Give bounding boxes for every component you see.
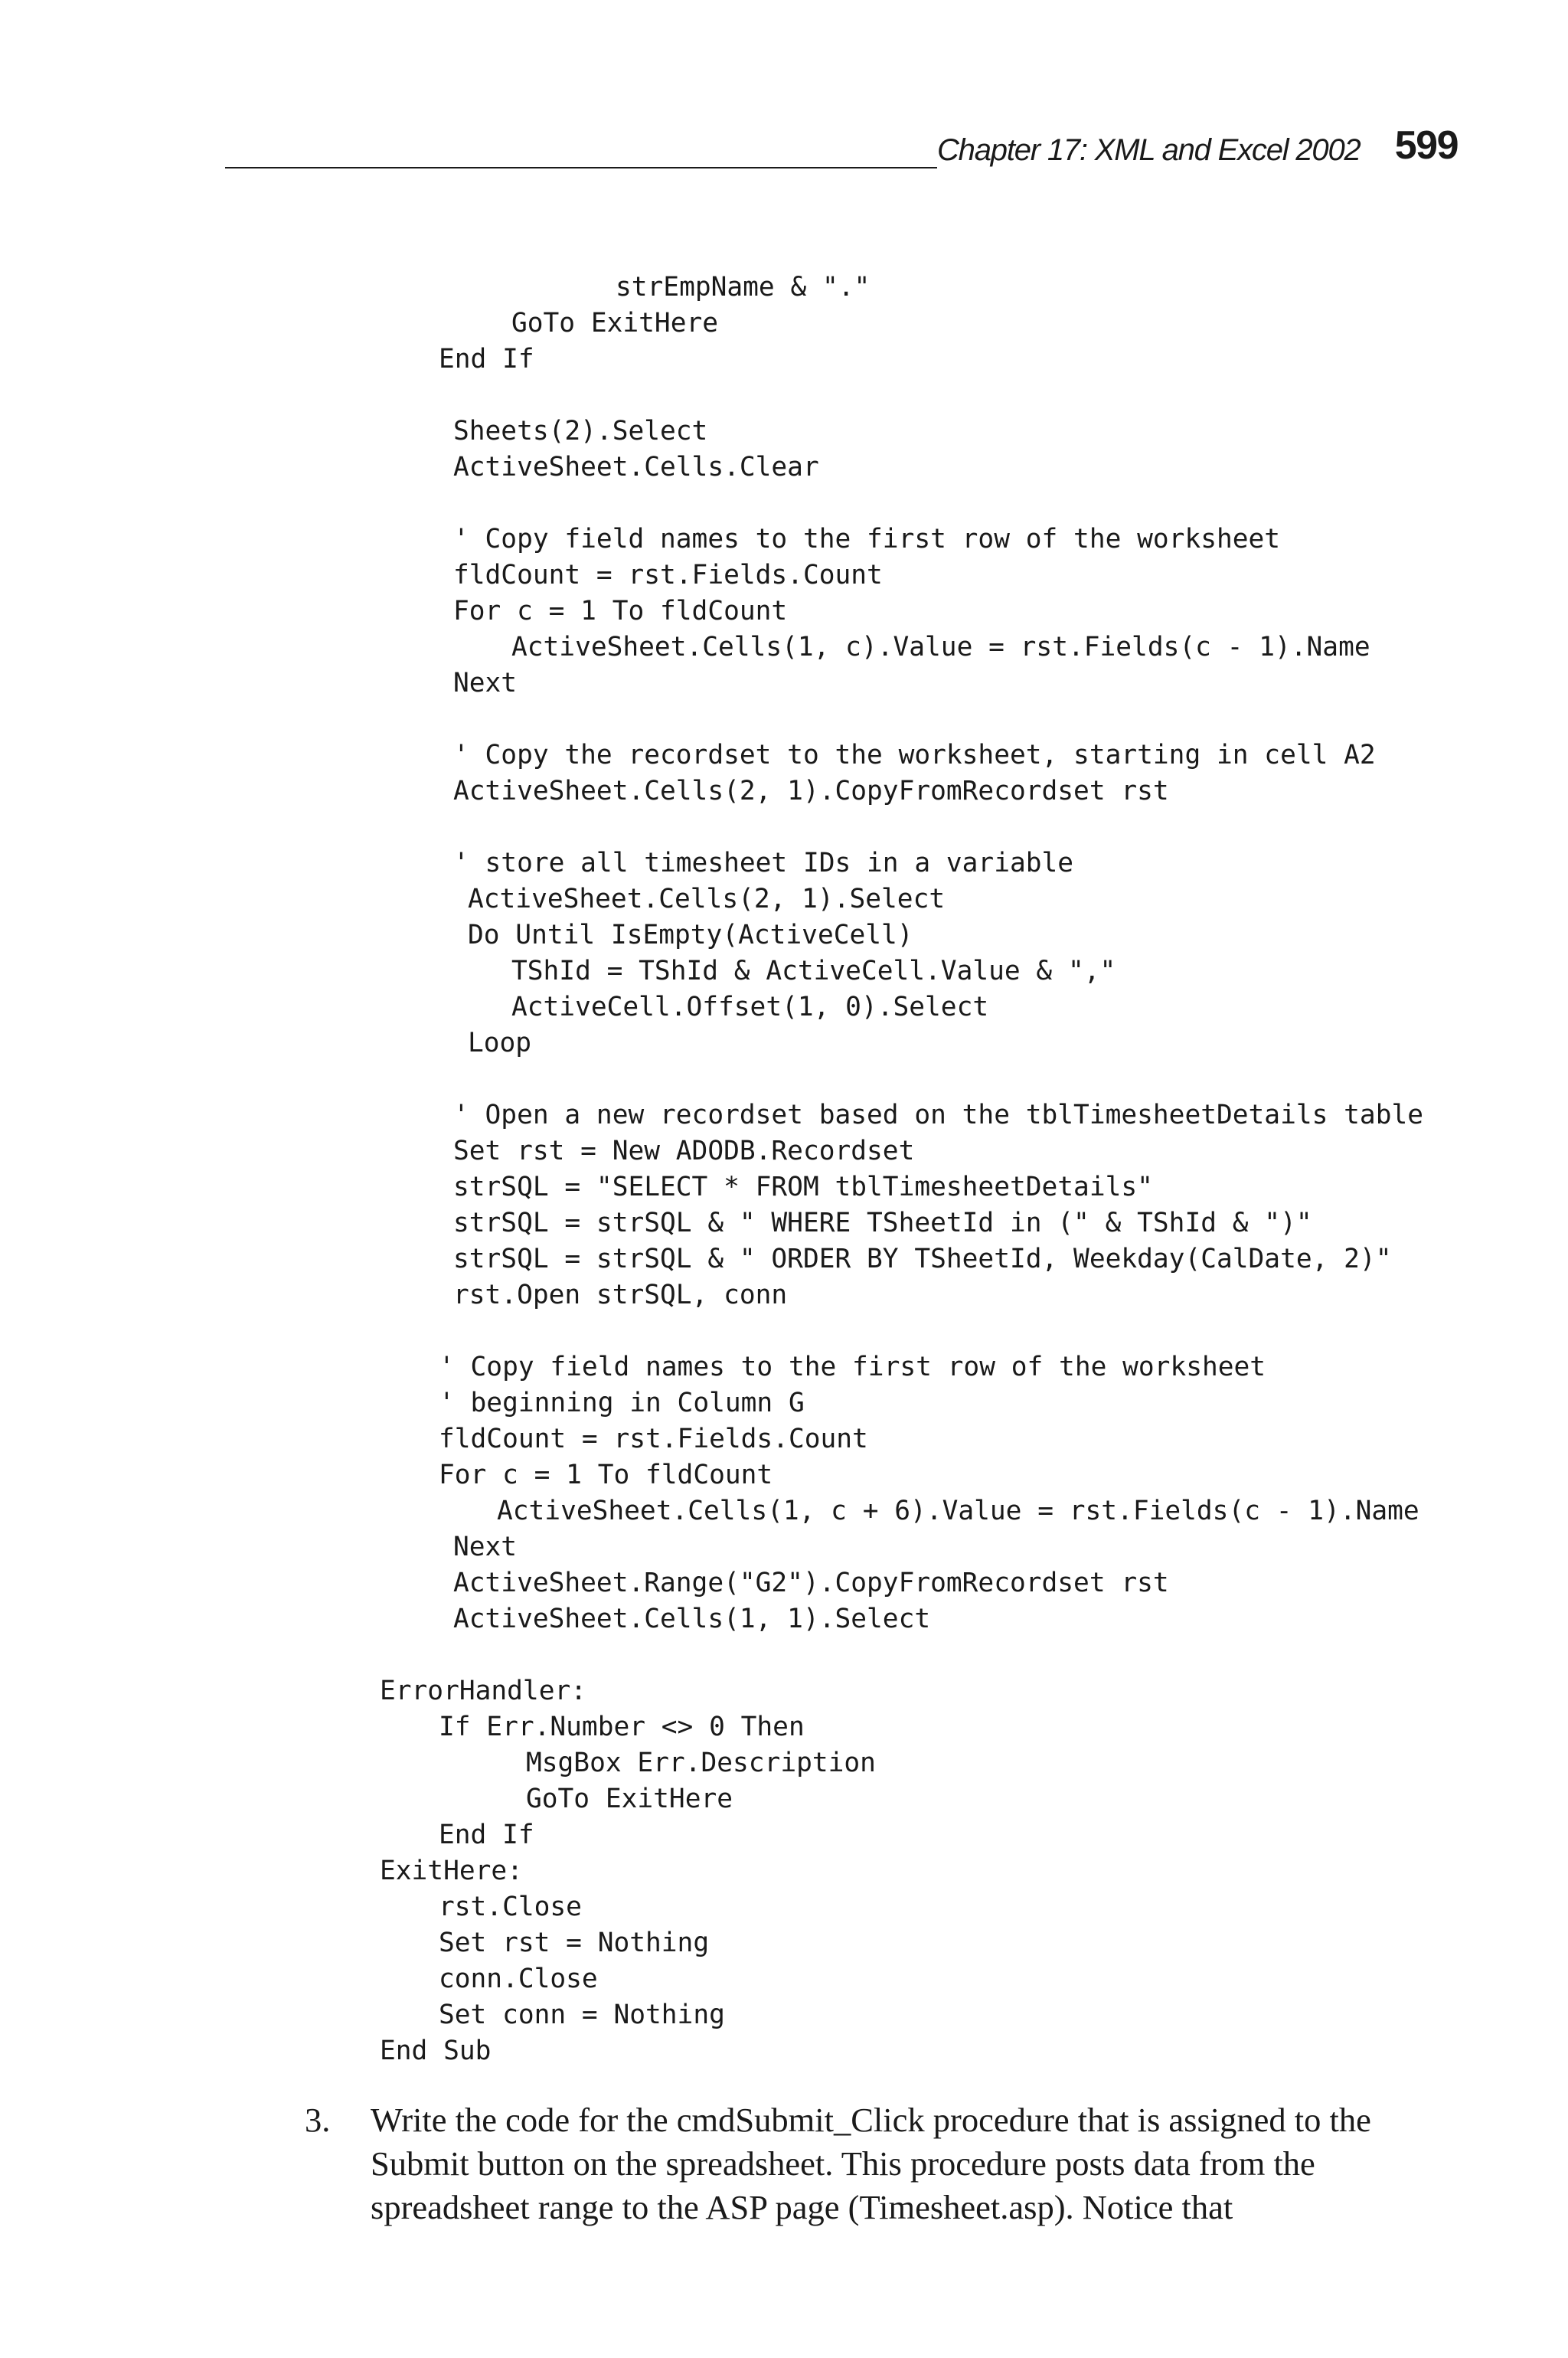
code-line: ActiveSheet.Cells(1, c).Value = rst.Fields(c - 1).Name (511, 632, 1370, 662)
code-line: ' Copy the recordset to the worksheet, starting in cell A2 (453, 740, 1376, 770)
running-header (225, 123, 1458, 173)
code-line: ' beginning in Column G (439, 1388, 805, 1418)
step-number: 3. (305, 2101, 331, 2139)
code-line: strSQL = strSQL & " ORDER BY TSheetId, Weekday(CalDate, 2)" (453, 1244, 1392, 1274)
code-line: End If (439, 344, 534, 374)
code-line: TShId = TShId & ActiveCell.Value & "," (511, 956, 1116, 986)
code-line: Loop (468, 1028, 532, 1058)
code-line: ActiveSheet.Cells(1, 1).Select (453, 1604, 931, 1634)
code-line: rst.Open strSQL, conn (453, 1280, 788, 1310)
code-line: If Err.Number <> 0 Then (439, 1712, 805, 1742)
code-line: ExitHere: (380, 1856, 523, 1886)
code-line: ActiveSheet.Range("G2").CopyFromRecordset rst (453, 1568, 1169, 1598)
step-text: Write the code for the cmdSubmit_Click procedure that is assigned to the Submit button on the spreadsheet. This procedure posts data from the spreadsheet range to the ASP page (Timesheet.asp). Notice that (371, 2101, 1371, 2226)
code-line: For c = 1 To fldCount (439, 1460, 773, 1490)
code-line: GoTo ExitHere (511, 308, 719, 338)
code-line: conn.Close (439, 1964, 598, 1994)
code-line: ActiveSheet.Cells.Clear (453, 452, 819, 482)
code-line: ActiveSheet.Cells(2, 1).Select (468, 884, 946, 914)
code-line: Sheets(2).Select (453, 416, 708, 446)
code-line: ActiveSheet.Cells(1, c + 6).Value = rst.Fields(c - 1).Name (497, 1496, 1419, 1526)
code-line: ' store all timesheet IDs in a variable (453, 848, 1074, 878)
code-line: strEmpName & "." (616, 272, 871, 303)
code-line: Do Until IsEmpty(ActiveCell) (468, 920, 913, 950)
code-line: fldCount = rst.Fields.Count (453, 560, 883, 590)
code-line: ActiveCell.Offset(1, 0).Select (511, 992, 989, 1022)
chapter-title: Chapter 17: XML and Excel 2002 (937, 133, 1361, 167)
code-line: fldCount = rst.Fields.Count (439, 1424, 868, 1454)
code-line: Set conn = Nothing (439, 2000, 725, 2030)
code-line: End Sub (380, 2036, 492, 2066)
code-line: strSQL = strSQL & " WHERE TSheetId in (" & TShId & ")" (453, 1208, 1312, 1238)
code-line: MsgBox Err.Description (526, 1748, 876, 1778)
code-line: rst.Close (439, 1892, 582, 1922)
code-line: ErrorHandler: (380, 1676, 587, 1706)
header-rule (225, 167, 937, 168)
code-line: ActiveSheet.Cells(2, 1).CopyFromRecordset rst (453, 776, 1169, 806)
code-line: ' Copy field names to the first row of the worksheet (439, 1352, 1266, 1382)
code-line: End If (439, 1820, 534, 1850)
code-line: Next (453, 668, 518, 698)
code-line: ' Open a new recordset based on the tblTimesheetDetails table (453, 1100, 1424, 1130)
code-line: For c = 1 To fldCount (453, 596, 788, 626)
code-line: strSQL = "SELECT * FROM tblTimesheetDetails" (453, 1172, 1153, 1202)
code-line: Next (453, 1532, 518, 1562)
code-line: GoTo ExitHere (526, 1784, 733, 1814)
code-line: Set rst = Nothing (439, 1928, 710, 1958)
code-line: ' Copy field names to the first row of the worksheet (453, 524, 1281, 554)
code-line: Set rst = New ADODB.Recordset (453, 1136, 915, 1166)
page-number: 599 (1394, 123, 1458, 168)
